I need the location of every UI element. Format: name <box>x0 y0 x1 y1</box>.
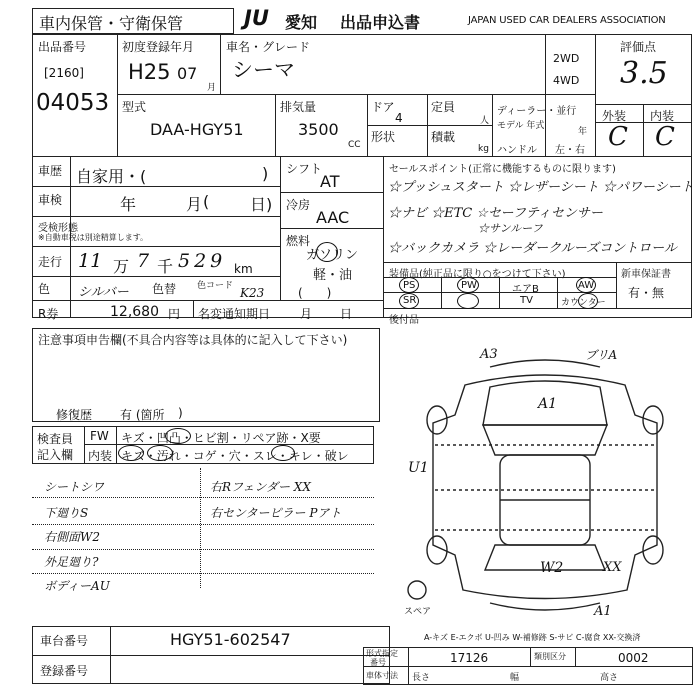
capacity-unit: 人 <box>480 116 490 126</box>
selling-points-label: セールスポイント(正常に機能するものに限ります) <box>389 164 616 175</box>
equip-ps: PS <box>403 280 416 291</box>
shift-label: シフト <box>286 162 323 176</box>
checker-entry-label: 記入欄 <box>37 448 74 462</box>
reg-number-label: 登録番号 <box>40 664 89 678</box>
grade-value: 3.5 <box>620 56 668 91</box>
damage-buri: ブリA <box>585 348 618 362</box>
divider <box>84 426 85 464</box>
width-label: 幅 <box>510 673 520 683</box>
interior-items: キズ・汚れ・コゲ・穴・スレ・キレ・破レ <box>121 449 349 463</box>
ju-logo: JU <box>244 6 269 30</box>
body-size-label: 車体寸法 <box>366 671 398 680</box>
warranty-value: 有・無 <box>628 286 665 300</box>
spec-number-label: 番号 <box>370 658 386 667</box>
divider <box>575 647 576 666</box>
divider <box>595 34 596 156</box>
mileage-rest: 529 <box>178 250 227 272</box>
fw-items: キズ・凹凸・ヒビ割・リペア跡・X要 <box>121 431 321 445</box>
warranty-label: 新車保証書 <box>621 269 671 280</box>
equip-circle <box>457 277 479 293</box>
divider <box>492 94 493 156</box>
storage-label: 車内保管・守衛保管 <box>39 14 184 33</box>
damage-xx: XX <box>603 560 622 575</box>
interior-grade: C <box>655 122 675 152</box>
org-name: 愛知 <box>285 13 318 32</box>
dealer-label: ディーラー・並行 <box>497 106 577 117</box>
divider <box>275 94 276 156</box>
mileage-10k-unit: 万 <box>113 257 130 276</box>
divider <box>32 655 390 656</box>
divider <box>200 468 201 588</box>
height-label: 高さ <box>600 673 619 683</box>
model-year-label: モデル 年式 <box>497 121 545 131</box>
mileage-10k: 11 <box>78 250 103 272</box>
inspection-year: 年 <box>120 195 137 214</box>
association-name: JAPAN USED CAR DEALERS ASSOCIATION <box>468 15 666 26</box>
divider <box>280 228 383 229</box>
fuel-light: 軽・油 <box>313 268 353 283</box>
selling-point-line: ☆ナビ ☆ETC ☆セーフティセンサー <box>388 206 603 221</box>
door-label: ドア <box>371 100 395 114</box>
history-close: ) <box>262 164 269 183</box>
shape-label: 形状 <box>371 130 396 144</box>
registration-month: 07 <box>177 64 198 83</box>
inspection-month: 月 <box>186 195 203 214</box>
spec-class-label: 類別区分 <box>534 652 566 661</box>
divider <box>280 192 383 193</box>
mileage-1k-unit: 千 <box>157 257 174 276</box>
registration-year: H25 <box>128 60 171 84</box>
divider <box>193 300 194 318</box>
note-left: 右側面W2 <box>44 530 100 544</box>
lot-small-number: [2160] <box>44 66 84 80</box>
divider <box>383 156 384 318</box>
model-name: シーマ <box>232 58 295 82</box>
inspection-open: ( <box>203 192 210 211</box>
notice-month: 月 <box>300 307 313 321</box>
storage-box <box>32 8 234 34</box>
mileage-label: 走行 <box>38 255 63 269</box>
divider <box>408 647 409 685</box>
aftermarket-label: 後付品 <box>389 315 419 326</box>
divider <box>557 277 558 308</box>
divider <box>220 34 221 94</box>
tax-note: ※自動車税は別途精算します。 <box>38 233 149 242</box>
month-unit: 月 <box>207 83 217 93</box>
divider <box>616 262 617 308</box>
note-left: シートシワ <box>44 480 105 494</box>
equip-counter: カウンター <box>561 298 606 308</box>
car-damage-diagram <box>395 345 695 630</box>
fuel-gas: ガソリン <box>306 248 359 263</box>
color-change-label: 色替 <box>152 282 177 296</box>
damage-w2: W2 <box>540 560 564 576</box>
mileage-1k: 7 <box>137 250 150 272</box>
type-label: 型式 <box>122 100 147 114</box>
damage-a3: A3 <box>480 347 498 362</box>
spec-class-value: 0002 <box>618 651 649 665</box>
note-left: ボディーAU <box>44 579 110 593</box>
capacity-label: 定員 <box>431 100 456 114</box>
ac-value: AAC <box>316 208 350 227</box>
door-value: 4 <box>395 111 403 125</box>
divider <box>117 94 595 95</box>
color-code-label: 色コード <box>197 281 234 291</box>
damage-u1: U1 <box>408 460 429 476</box>
divider <box>32 524 374 525</box>
check-circle <box>118 445 144 461</box>
handle-label: ハンドル <box>497 145 537 156</box>
chassis-label: 車台番号 <box>40 634 89 648</box>
displacement-value: 3500 <box>298 120 339 139</box>
chassis-number: HGY51-602547 <box>170 630 291 649</box>
fw-label: FW <box>90 429 109 443</box>
repair-label: 修復歴 <box>56 408 93 422</box>
ac-label: 冷房 <box>286 198 311 212</box>
color-code: K23 <box>240 286 265 300</box>
equip-pw: PW <box>461 280 477 291</box>
model-grade-label: 車名・グレード <box>226 40 311 54</box>
equip-aw: AW <box>578 280 595 291</box>
exterior-label: 外装 <box>602 109 627 123</box>
equip-circle <box>457 293 479 309</box>
mileage-unit: km <box>234 262 253 276</box>
selling-point-line: ☆サンルーフ <box>478 222 543 235</box>
fuel-gas-circle <box>316 242 338 262</box>
divider <box>441 277 442 308</box>
load-unit: kg <box>478 144 489 154</box>
damage-a1-bottom: A1 <box>594 604 612 619</box>
caution-label: 注意事項申告欄(不具合内容等は具体的に記入して下さい) <box>38 333 348 347</box>
divider <box>32 156 692 157</box>
r-ticket-unit: 円 <box>168 307 181 321</box>
inspection-label: 車検 <box>38 193 63 207</box>
divider <box>117 34 118 156</box>
form-title: 出品申込書 <box>340 13 421 32</box>
divider <box>530 647 531 666</box>
history-label: 車歴 <box>38 164 63 178</box>
displacement-label: 排気量 <box>280 100 317 114</box>
drive-4wd: 4WD <box>553 74 580 87</box>
spec-type-value: 17126 <box>450 651 489 665</box>
check-circle <box>271 445 295 461</box>
damage-a1-top: A1 <box>538 396 558 412</box>
year-unit: 年 <box>578 127 588 137</box>
grade-label: 評価点 <box>620 40 657 54</box>
divider <box>383 308 692 309</box>
note-right: 右センターピラー Pアト <box>210 506 342 520</box>
history-value: 自家用・( <box>76 167 147 186</box>
equip-circle <box>399 277 419 293</box>
divider <box>32 573 374 574</box>
check-circle <box>165 428 191 444</box>
spec-type-label: 形式指定 <box>366 649 398 658</box>
divider <box>383 262 692 263</box>
repair-value: 有 (箇所 <box>120 408 165 422</box>
first-registration-label: 初度登録年月 <box>122 40 195 54</box>
accept-label: 受検形態 <box>38 223 78 234</box>
exterior-grade: C <box>608 122 628 152</box>
divider <box>32 549 374 550</box>
equip-sr: SR <box>403 295 417 306</box>
equipment-label: 装備品(純正品に限り○をつけて下さい) <box>389 269 566 280</box>
inspection-day: 日) <box>250 195 273 214</box>
interior-label: 内装 <box>650 109 675 123</box>
divider <box>545 34 546 156</box>
notice-day: 日 <box>340 307 353 321</box>
selling-point-line: ☆プッシュスタート ☆レザーシート ☆パワーシート <box>388 180 694 195</box>
displacement-unit: CC <box>348 140 361 150</box>
damage-legend: A-キズ E-エクボ U-凹み W-補修跡 S-サビ C-腐食 XX-交換済 <box>424 633 641 642</box>
divider <box>116 426 117 464</box>
divider <box>499 277 500 308</box>
divider <box>363 666 693 667</box>
equip-circle <box>576 277 596 293</box>
length-label: 長さ <box>412 673 431 683</box>
selling-point-line: ☆バックカメラ ☆レーダークルーズコントロール <box>388 241 677 256</box>
lot-number: 04053 <box>36 90 110 116</box>
handle-value: 左・右 <box>555 145 585 156</box>
divider <box>643 104 644 156</box>
type-value: DAA-HGY51 <box>150 120 244 139</box>
check-circle <box>147 445 173 461</box>
note-left: 外足廻り? <box>44 555 99 569</box>
equip-circle <box>578 293 598 309</box>
r-ticket-label: R券 <box>38 307 59 321</box>
divider <box>110 626 111 684</box>
note-right: 右Rフェンダー XX <box>210 480 311 494</box>
equip-circle <box>399 293 419 309</box>
interior-check-label: 内装 <box>88 449 113 463</box>
divider <box>32 497 374 498</box>
equip-tv: TV <box>520 295 533 306</box>
r-ticket-value: 12,680 <box>110 304 159 320</box>
color-label: 色 <box>38 282 51 296</box>
shift-value: AT <box>320 172 340 191</box>
lot-label: 出品番号 <box>38 40 87 54</box>
drive-2wd: 2WD <box>553 52 580 65</box>
fuel-label: 燃料 <box>286 234 311 248</box>
checker-label: 検査員 <box>37 432 74 446</box>
note-left: 下廻りS <box>44 506 89 520</box>
fuel-other: ( ) <box>298 286 332 300</box>
spare-label: スペア <box>404 607 432 617</box>
load-label: 積載 <box>431 130 456 144</box>
equip-airbag: エアB <box>512 284 539 295</box>
divider <box>367 125 492 126</box>
notice-label: 名変通知期日 <box>198 307 271 321</box>
color-value: シルバー <box>78 285 129 300</box>
